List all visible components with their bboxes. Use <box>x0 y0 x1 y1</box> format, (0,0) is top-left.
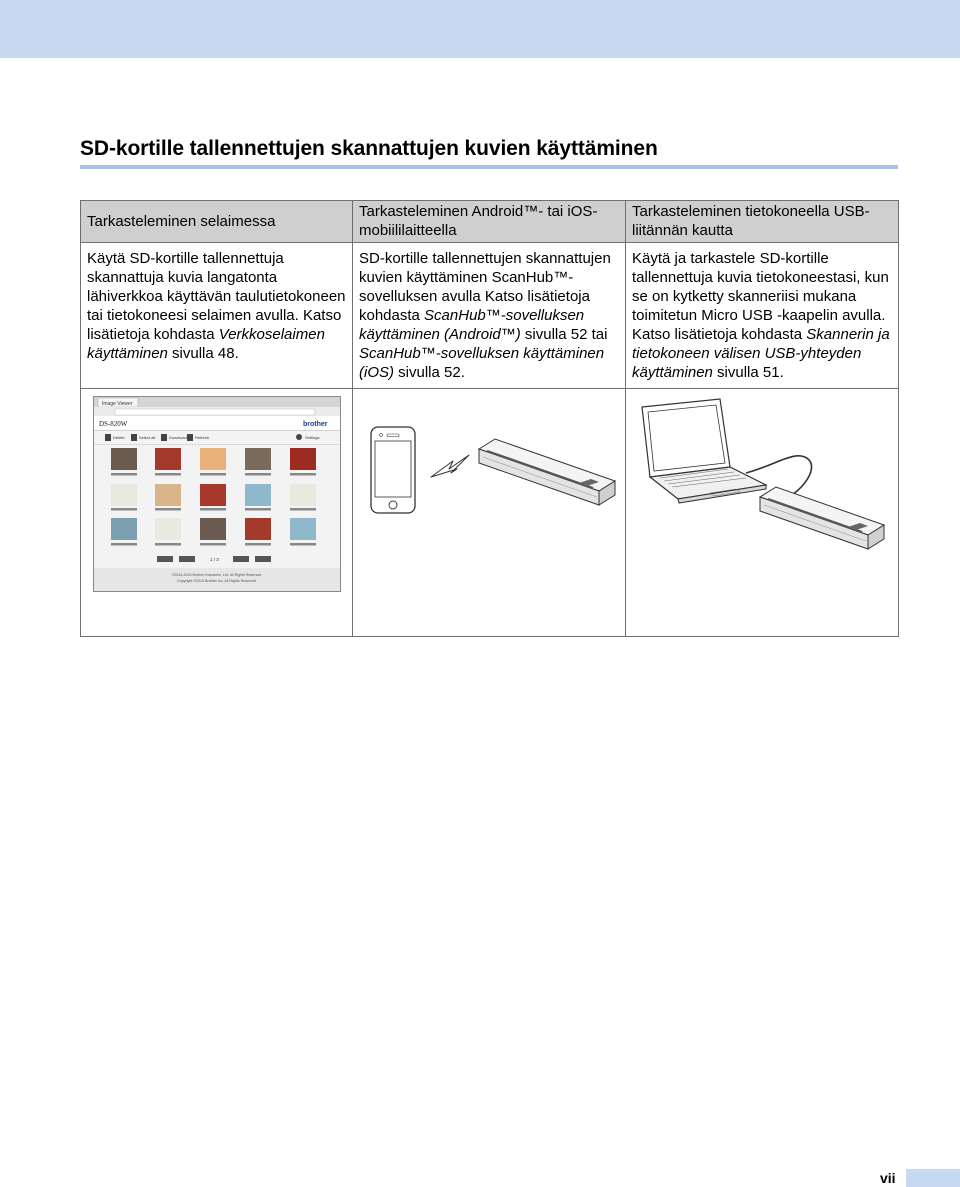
desc-text: sivulla 51. <box>712 364 784 381</box>
desc-text: Käytä SD-kortille tallennettuja skannattuja kuvia langatonta lähiverkkoa käyttävän taulutietokoneen tai tietokoneesi selaimen avulla. Katso lisätietoja kohdasta <box>87 250 346 343</box>
footer-line-2: Copyright ©2015 Brother Inc. All Rights Reserved. <box>177 579 257 583</box>
table-header-row <box>81 201 899 243</box>
usb-description <box>626 243 899 389</box>
browser-screenshot-illustration <box>93 396 341 592</box>
desc-text: sivulla 48. <box>167 345 239 362</box>
desc-text: sivulla 52 tai <box>520 326 608 343</box>
link-usb-connection[interactable]: Skannerin ja tietokoneen välisen USB-yhteyden käyttäminen <box>632 326 890 381</box>
footer-line-1: ©2014-2015 Brother Industries, Ltd. All Rights Reserved. <box>171 573 263 577</box>
toolbar-select-all: Select all <box>139 435 156 440</box>
browser-tab-title: Image Viewer <box>102 401 133 407</box>
desc-text: SD-kortille tallennettujen skannattujen kuvien käyttäminen ScanHub™-sovelluksen avulla Katso lisätietoja kohdasta <box>359 250 611 324</box>
browser-illustration-cell <box>81 389 353 637</box>
pager-label: 1 / 3 <box>210 557 219 562</box>
link-web-browser[interactable]: Verkkoselaimen käyttäminen <box>87 326 325 362</box>
usb-illustration-cell <box>626 389 899 637</box>
page-tab <box>906 1169 960 1187</box>
table-text-row <box>81 243 899 389</box>
header-band <box>0 0 960 58</box>
table-image-row <box>81 389 899 637</box>
mobile-description <box>353 243 626 389</box>
header-browser: Tarkasteleminen selaimessa <box>81 201 353 243</box>
wireless-signal-icon <box>431 455 469 477</box>
scanner-icon <box>479 439 615 505</box>
laptop-scanner-illustration <box>626 389 898 637</box>
header-mobile: Tarkasteleminen Android™- tai iOS-mobiililaitteella <box>353 201 626 243</box>
toolbar-download: Download <box>169 435 187 440</box>
phone-scanner-illustration <box>353 389 625 637</box>
link-scanhub-android[interactable]: ScanHub™-sovelluksen käyttäminen (Android™) <box>359 307 585 343</box>
link-scanhub-ios[interactable]: ScanHub™-sovelluksen käyttäminen (iOS) <box>359 345 605 381</box>
desc-text: sivulla 52. <box>394 364 465 381</box>
page-number: vii <box>880 1170 896 1186</box>
heading-rule <box>80 165 898 169</box>
browser-model-name: DS-820W <box>99 420 128 428</box>
browser-description <box>81 243 353 389</box>
page-heading: SD-kortille tallennettujen skannattujen kuvien käyttäminen <box>80 137 658 160</box>
brother-logo: brother <box>303 421 328 428</box>
scanner-icon <box>760 487 884 549</box>
toolbar-settings: Settings <box>305 435 320 440</box>
toolbar-delete: Delete <box>113 435 125 440</box>
mobile-illustration-cell <box>353 389 626 637</box>
toolbar-refresh: Refresh <box>195 435 210 440</box>
header-usb: Tarkasteleminen tietokoneella USB-liitännän kautta <box>626 201 899 243</box>
access-methods-table <box>80 200 899 637</box>
laptop-icon <box>642 399 766 503</box>
desc-text: Käytä ja tarkastele SD-kortille tallennettuja kuvia tietokoneestasi, kun se on kytketty skanneriisi mukana toimitetun Micro USB -kaapelin avulla. Katso lisätietoja kohdasta <box>632 250 889 343</box>
